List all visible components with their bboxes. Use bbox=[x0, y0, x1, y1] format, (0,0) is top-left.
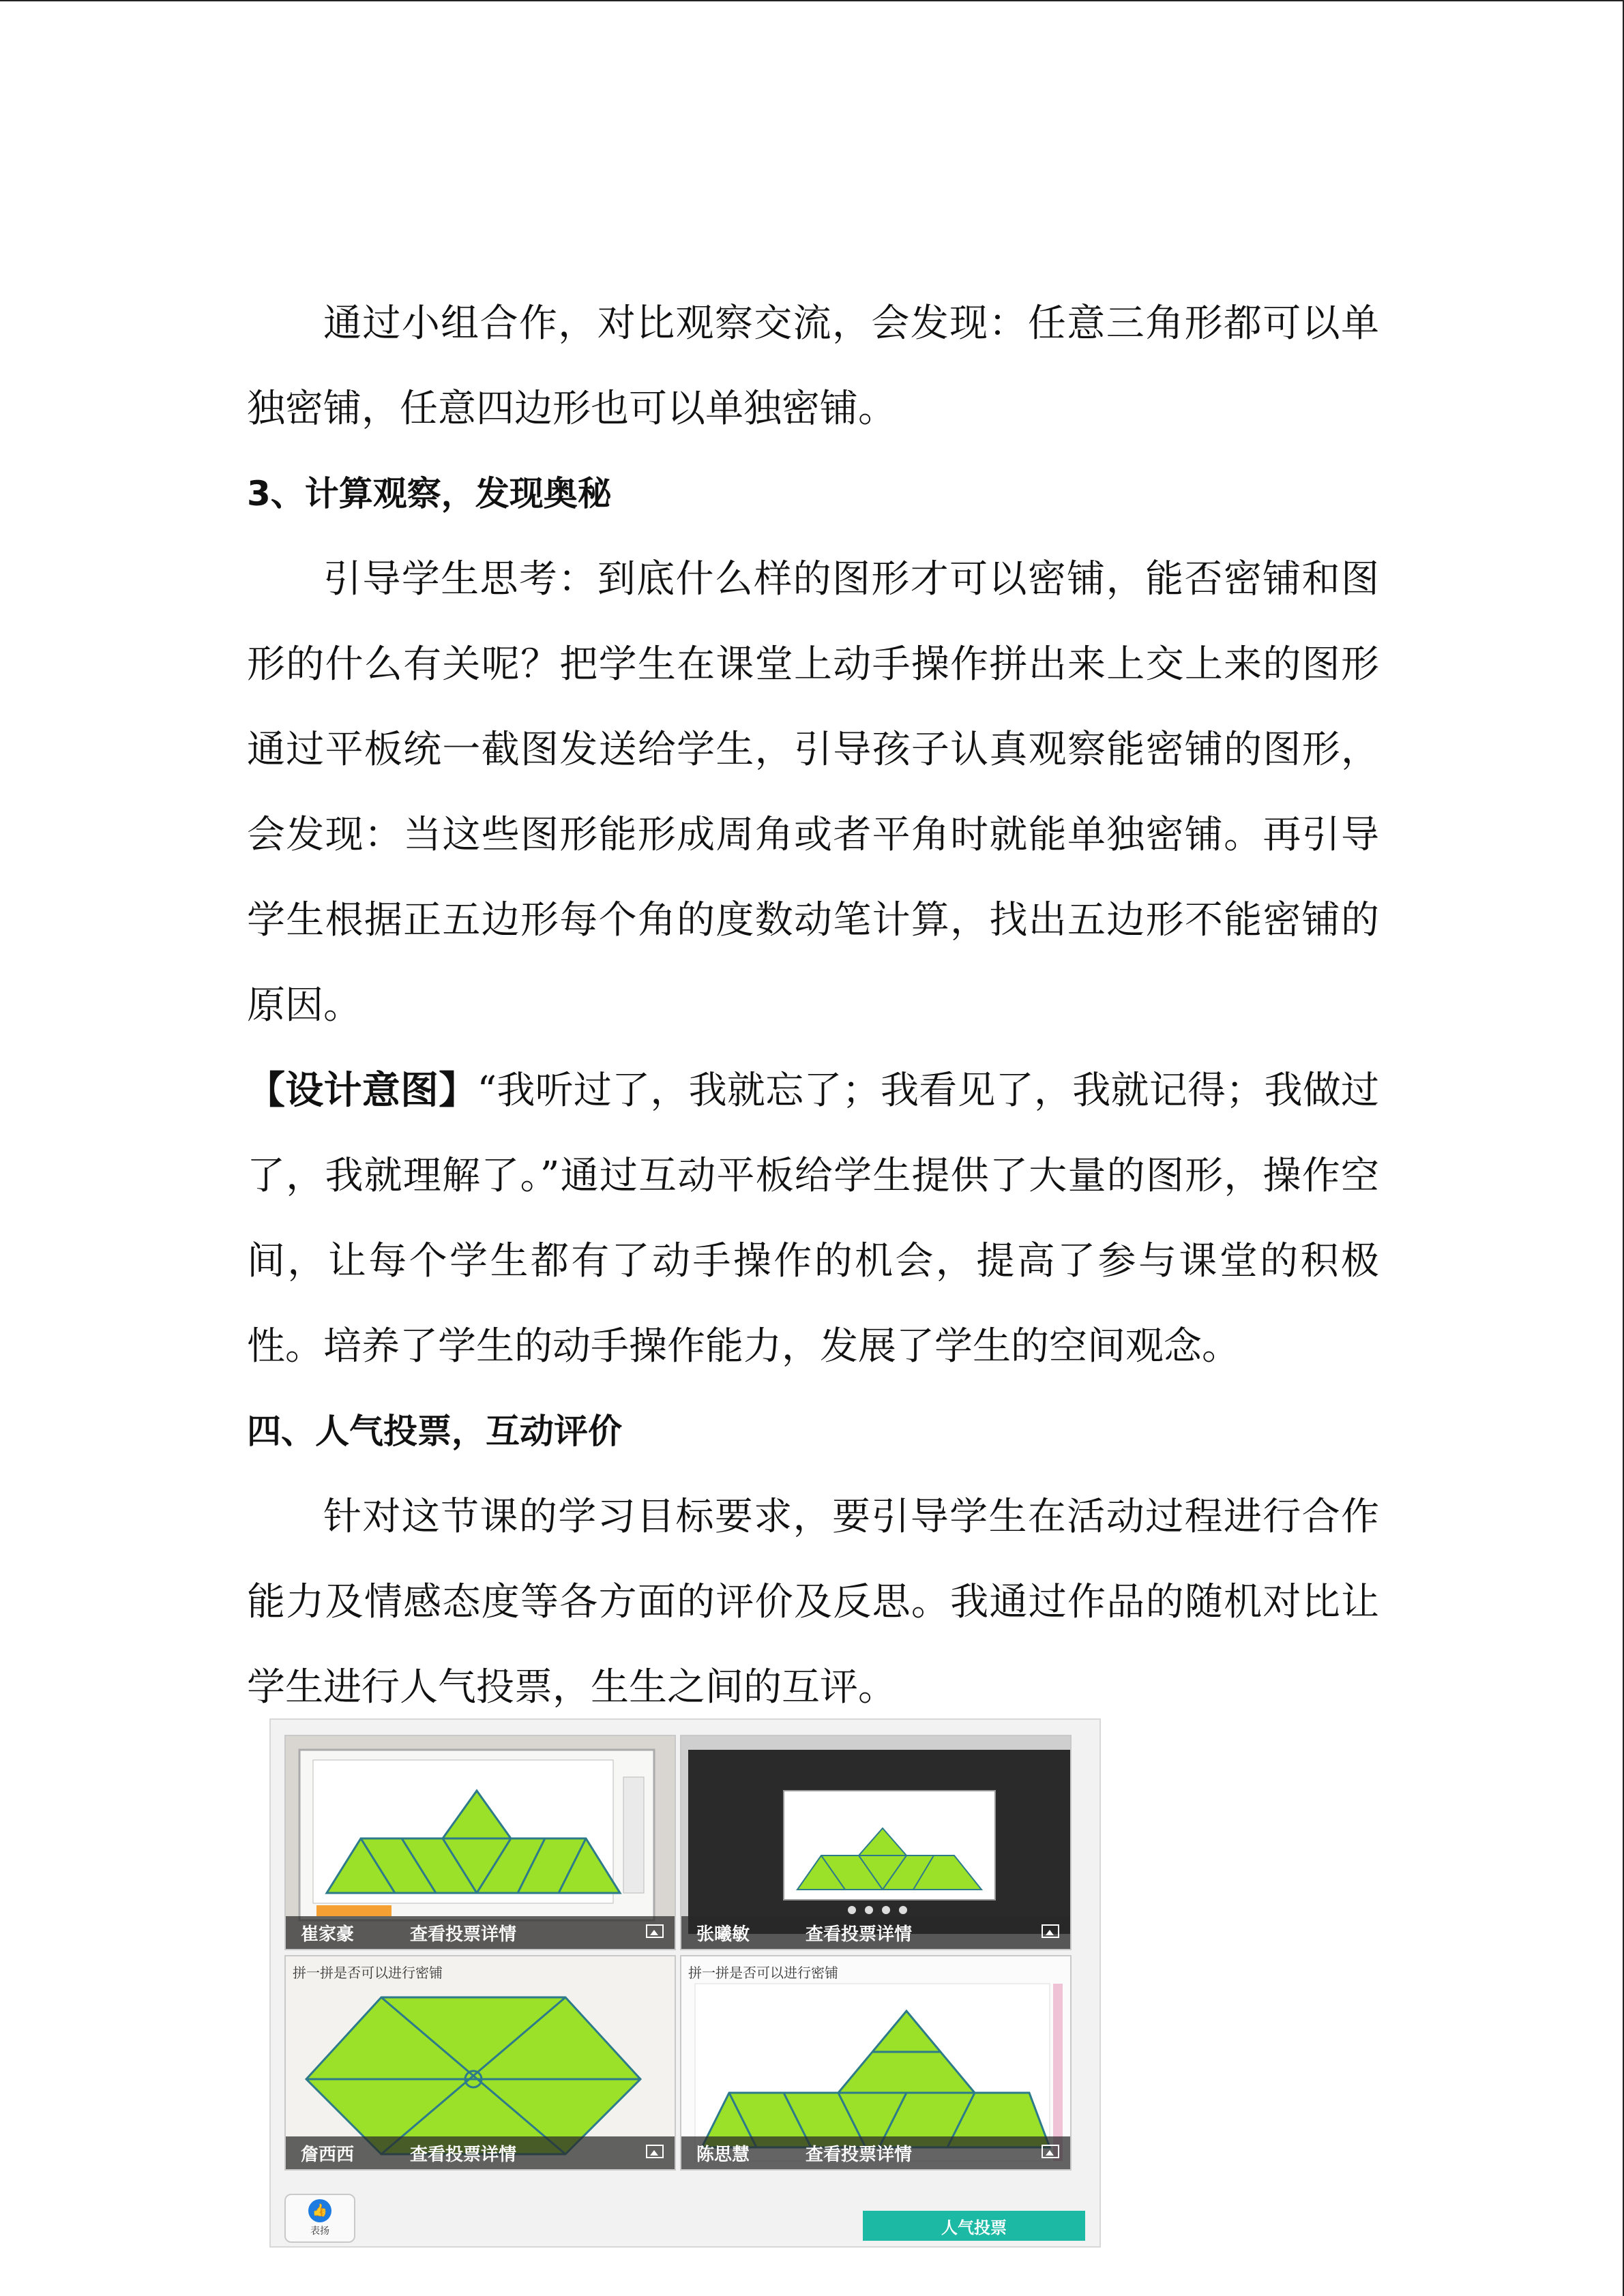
photo-caption: 拼一拼是否可以进行密铺 bbox=[293, 1965, 443, 1981]
image-icon[interactable] bbox=[646, 2145, 664, 2158]
praise-label: 表扬 bbox=[310, 2226, 329, 2237]
vote-screenshot-panel bbox=[269, 1718, 1101, 2248]
paragraph-guide-thinking: 引导学生思考：到底什么样的图形才可以密铺，能否密铺和图形的什么有关呢？把学生在课堂上动手操作拼出来上交上来的图形通过平板统一截图发送给学生，引导孩子认真观察能密铺的图形，会发现：当这些图形能形成周角或者平角时就能单独密铺。再引导学生根据正五边形每个角的度数动笔计算，找出五边形不能密铺的原因。 bbox=[247, 557, 1379, 1028]
student-name: 詹西西 bbox=[301, 2144, 355, 2165]
view-vote-details-link[interactable]: 查看投票详情 bbox=[806, 2144, 913, 2165]
popularity-vote-button[interactable]: 人气投票 bbox=[863, 2211, 1085, 2241]
vote-tile[interactable] bbox=[284, 1735, 676, 1950]
student-name: 崔家豪 bbox=[301, 1924, 355, 1945]
paragraph-design-intent bbox=[247, 1048, 1379, 1389]
view-vote-details-link[interactable]: 查看投票详情 bbox=[806, 1924, 913, 1945]
student-name: 陈思慧 bbox=[696, 2144, 750, 2165]
tile-caption-bar bbox=[286, 1916, 675, 1949]
view-vote-details-link[interactable]: 查看投票详情 bbox=[410, 2144, 517, 2165]
image-icon[interactable] bbox=[1042, 1924, 1059, 1938]
paragraph-voting: 针对这节课的学习目标要求，要引导学生在活动过程进行合作能力及情感态度等各方面的评价及反思。我通过作品的随机对比让学生进行人气投票，生生之间的互评。 bbox=[247, 1495, 1379, 1710]
image-icon[interactable] bbox=[1042, 2145, 1059, 2158]
tile-caption-bar bbox=[286, 2136, 675, 2169]
vote-tile[interactable] bbox=[680, 1735, 1072, 1950]
view-vote-details-link[interactable]: 查看投票详情 bbox=[410, 1924, 517, 1945]
praise-button[interactable] bbox=[284, 2194, 355, 2243]
image-icon[interactable] bbox=[646, 1924, 664, 1938]
photo-caption: 拼一拼是否可以进行密铺 bbox=[688, 1965, 838, 1981]
tile-caption-bar bbox=[681, 1916, 1070, 1949]
design-intent-text: “我听过了，我就忘了；我看见了，我就记得；我做过了，我就理解了。”通过互动平板给学生提供了大量的图形，操作空间，让每个学生都有了动手操作的机会，提高了参与课堂的积极性。培养了学生的动手操作能力，发展了学生的空间观念。 bbox=[247, 1069, 1379, 1369]
document-body bbox=[247, 281, 1379, 1730]
page-top-border bbox=[0, 0, 1624, 1]
design-intent-label: 【设计意图】 bbox=[247, 1069, 477, 1113]
vote-tile[interactable] bbox=[284, 1955, 676, 2171]
paragraph-cooperation: 通过小组合作，对比观察交流，会发现：任意三角形都可以单独密铺，任意四边形也可以单独密铺。 bbox=[247, 301, 1379, 431]
vote-tile[interactable] bbox=[680, 1955, 1072, 2171]
thumbs-up-icon: 👍 bbox=[308, 2199, 331, 2222]
section-heading-3: 3、计算观察，发现奥秘 bbox=[247, 474, 612, 513]
tile-caption-bar bbox=[681, 2136, 1070, 2169]
student-name: 张曦敏 bbox=[696, 1924, 750, 1945]
section-heading-4: 四、人气投票，互动评价 bbox=[247, 1412, 622, 1451]
